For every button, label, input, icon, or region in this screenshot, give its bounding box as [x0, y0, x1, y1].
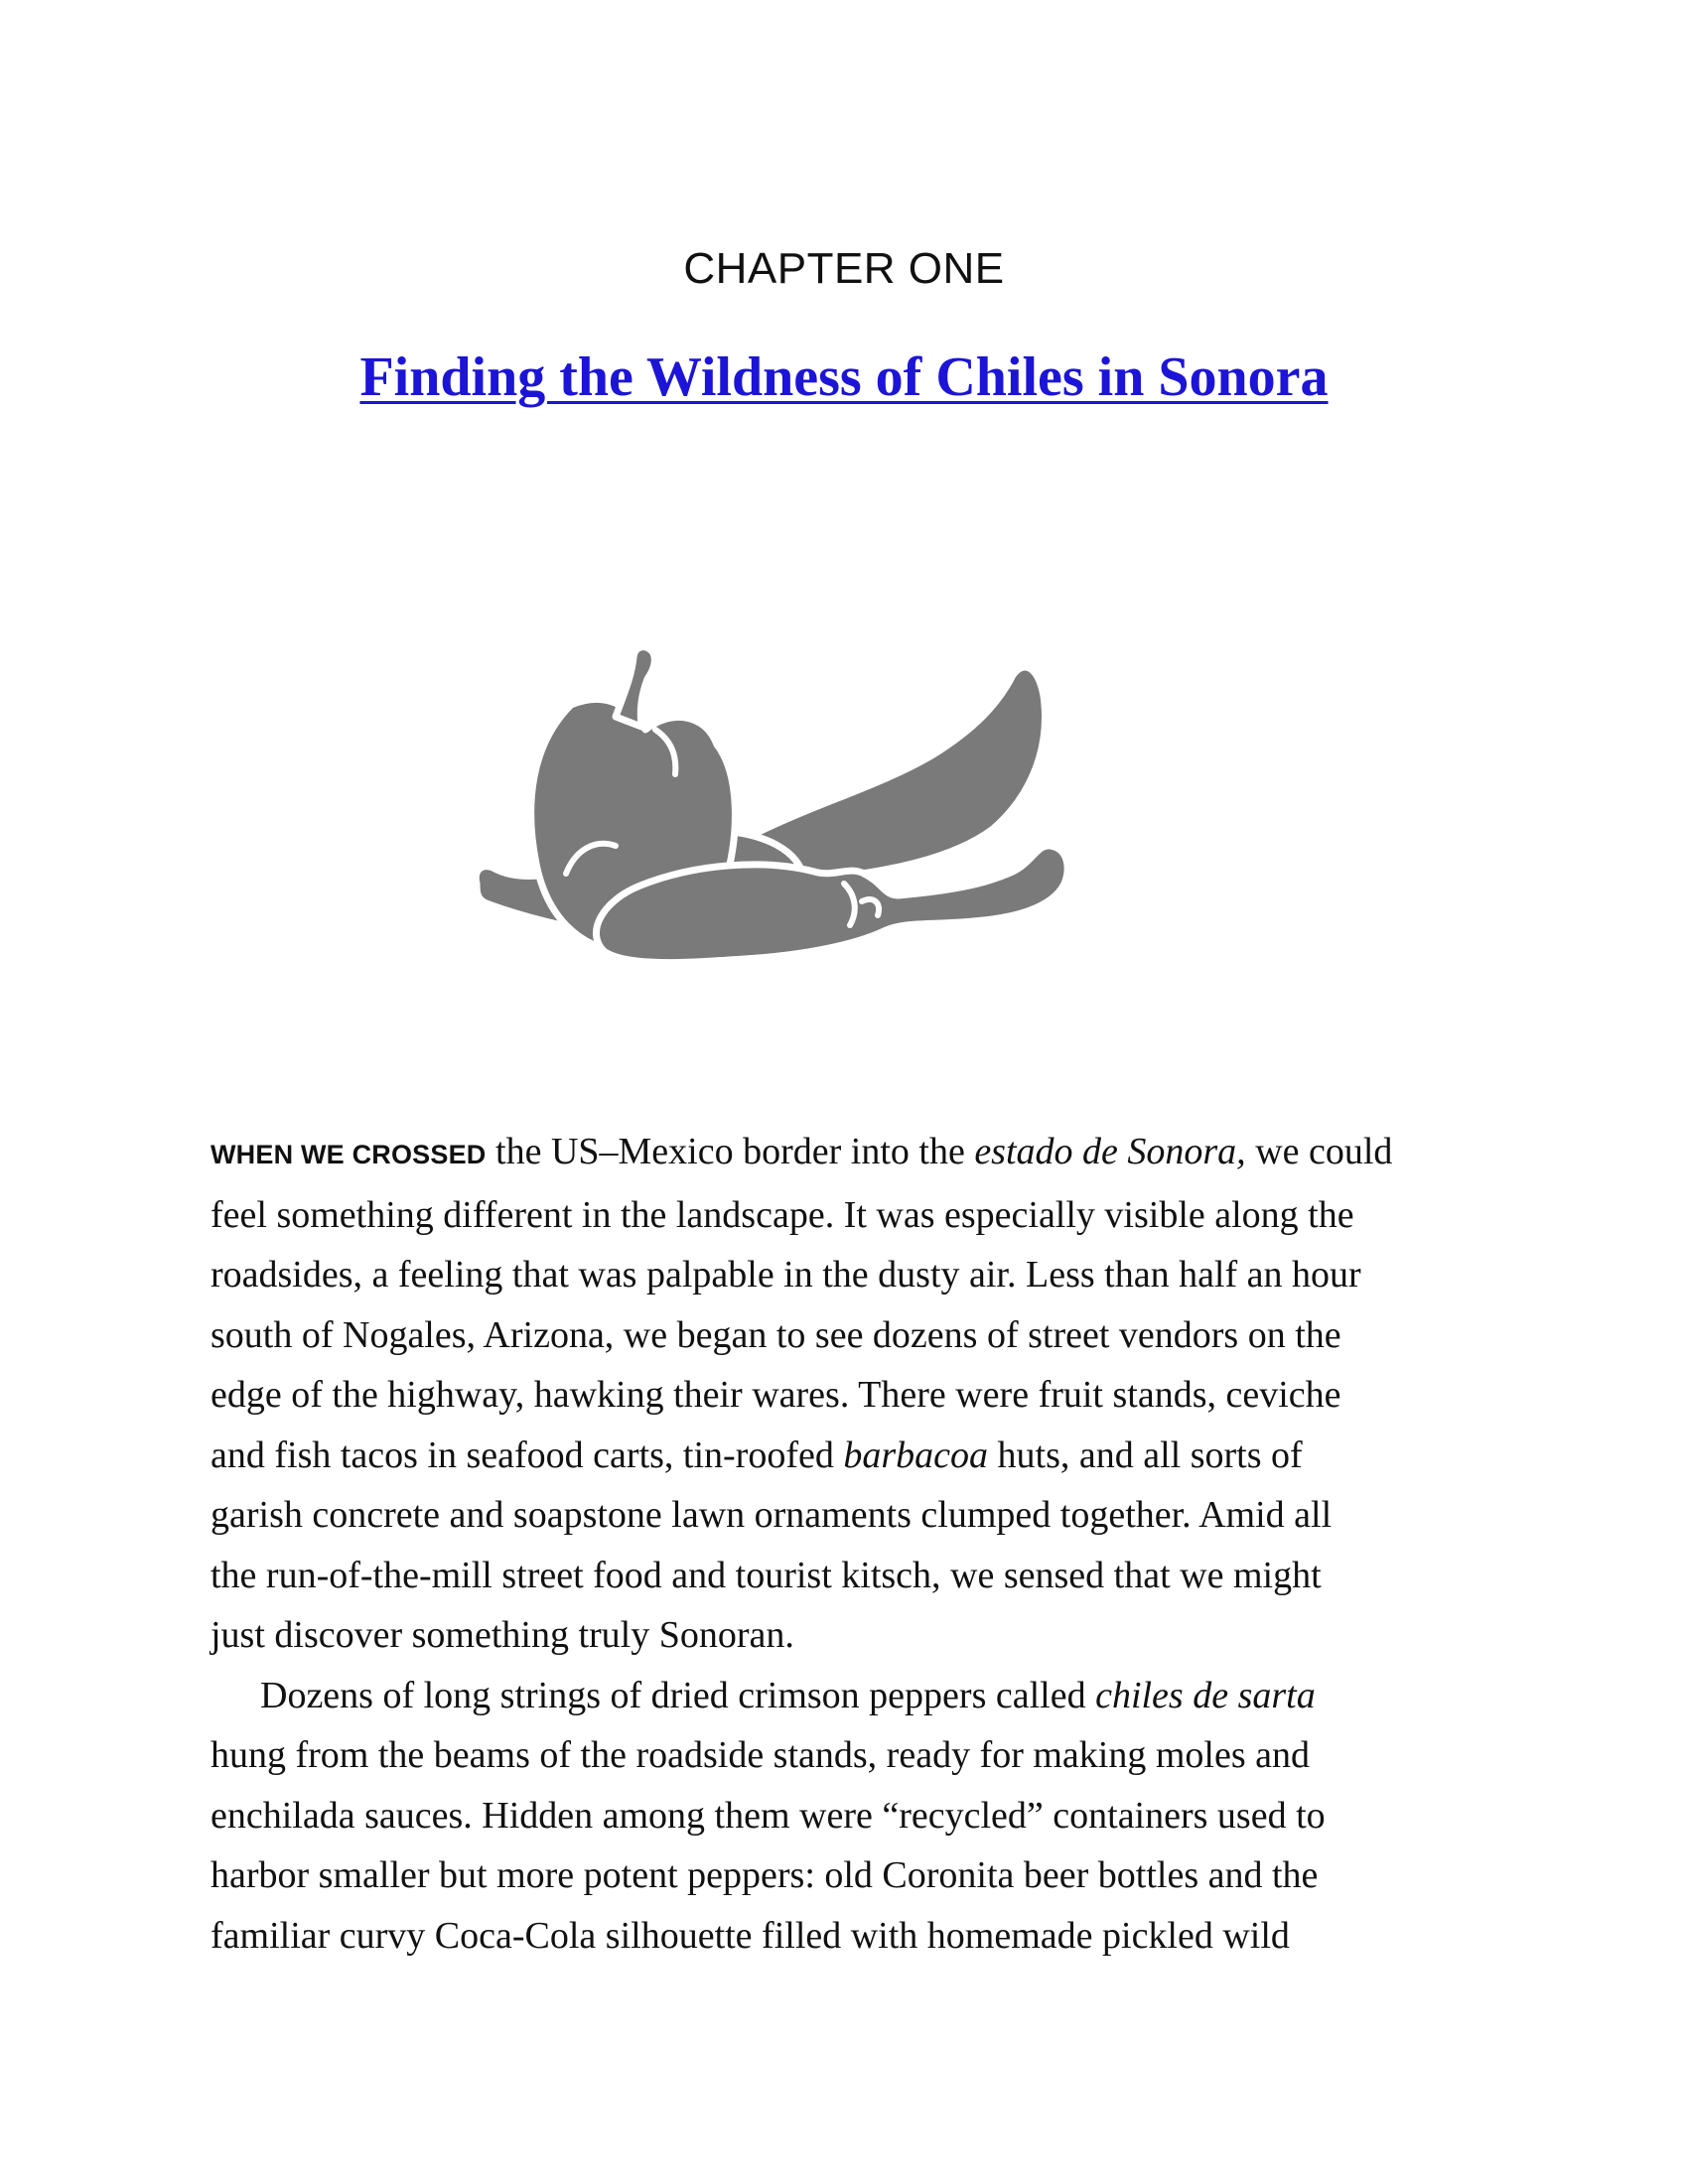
italic-term: chiles de sarta — [1095, 1674, 1316, 1716]
paragraph-2 — [211, 1666, 1491, 1967]
text-line: garish concrete and soapstone lawn ornaments clumped together. Amid all — [211, 1494, 1333, 1536]
text-line: just discover something truly Sonoran. — [211, 1614, 794, 1656]
text-line: enchilada sauces. Hidden among them were “recycled” containers used to — [211, 1794, 1326, 1837]
text-run: the US–Mexico border into the — [486, 1131, 975, 1172]
text-line: feel something different in the landscape. It was especially visible along the — [211, 1193, 1354, 1236]
text-run: and fish tacos in seafood carts, tin-roofed — [211, 1433, 844, 1476]
text-line: harbor smaller but more potent peppers: old Coronita beer bottles and the — [211, 1854, 1319, 1896]
chapter-label: CHAPTER ONE — [683, 244, 1005, 293]
chapter-title-link[interactable]: Finding the Wildness of Chiles in Sonora — [359, 346, 1329, 408]
text-line — [211, 1426, 1491, 1486]
text-line: hung from the beams of the roadside stands, ready for making moles and — [211, 1734, 1310, 1776]
text-line: the run-of-the-mill street food and tourist kitsch, we sensed that we might — [211, 1554, 1322, 1596]
text-run: we could — [1245, 1131, 1393, 1172]
paragraph-1 — [211, 1122, 1491, 1666]
chile-peppers-illustration-icon — [457, 635, 1241, 993]
italic-term: barbacoa — [843, 1433, 989, 1476]
lead-in-small-caps: WHEN WE CROSSED — [211, 1140, 487, 1169]
text-line: south of Nogales, Arizona, we began to see dozens of street vendors on the — [211, 1313, 1341, 1356]
body-text — [211, 1122, 1491, 1966]
text-line: familiar curvy Coca-Cola silhouette filled with homemade pickled wild — [211, 1914, 1290, 1957]
text-run: Dozens of long strings of dried crimson peppers called — [260, 1674, 1096, 1716]
text-line — [211, 1666, 1491, 1726]
text-line — [211, 1122, 1491, 1185]
text-run: huts, and all sorts of — [988, 1433, 1303, 1476]
text-line: roadsides, a feeling that was palpable in the dusty air. Less than half an hour — [211, 1254, 1361, 1296]
italic-term: estado de Sonora, — [974, 1131, 1246, 1172]
text-line: edge of the highway, hawking their wares. There were fruit stands, ceviche — [211, 1374, 1341, 1416]
